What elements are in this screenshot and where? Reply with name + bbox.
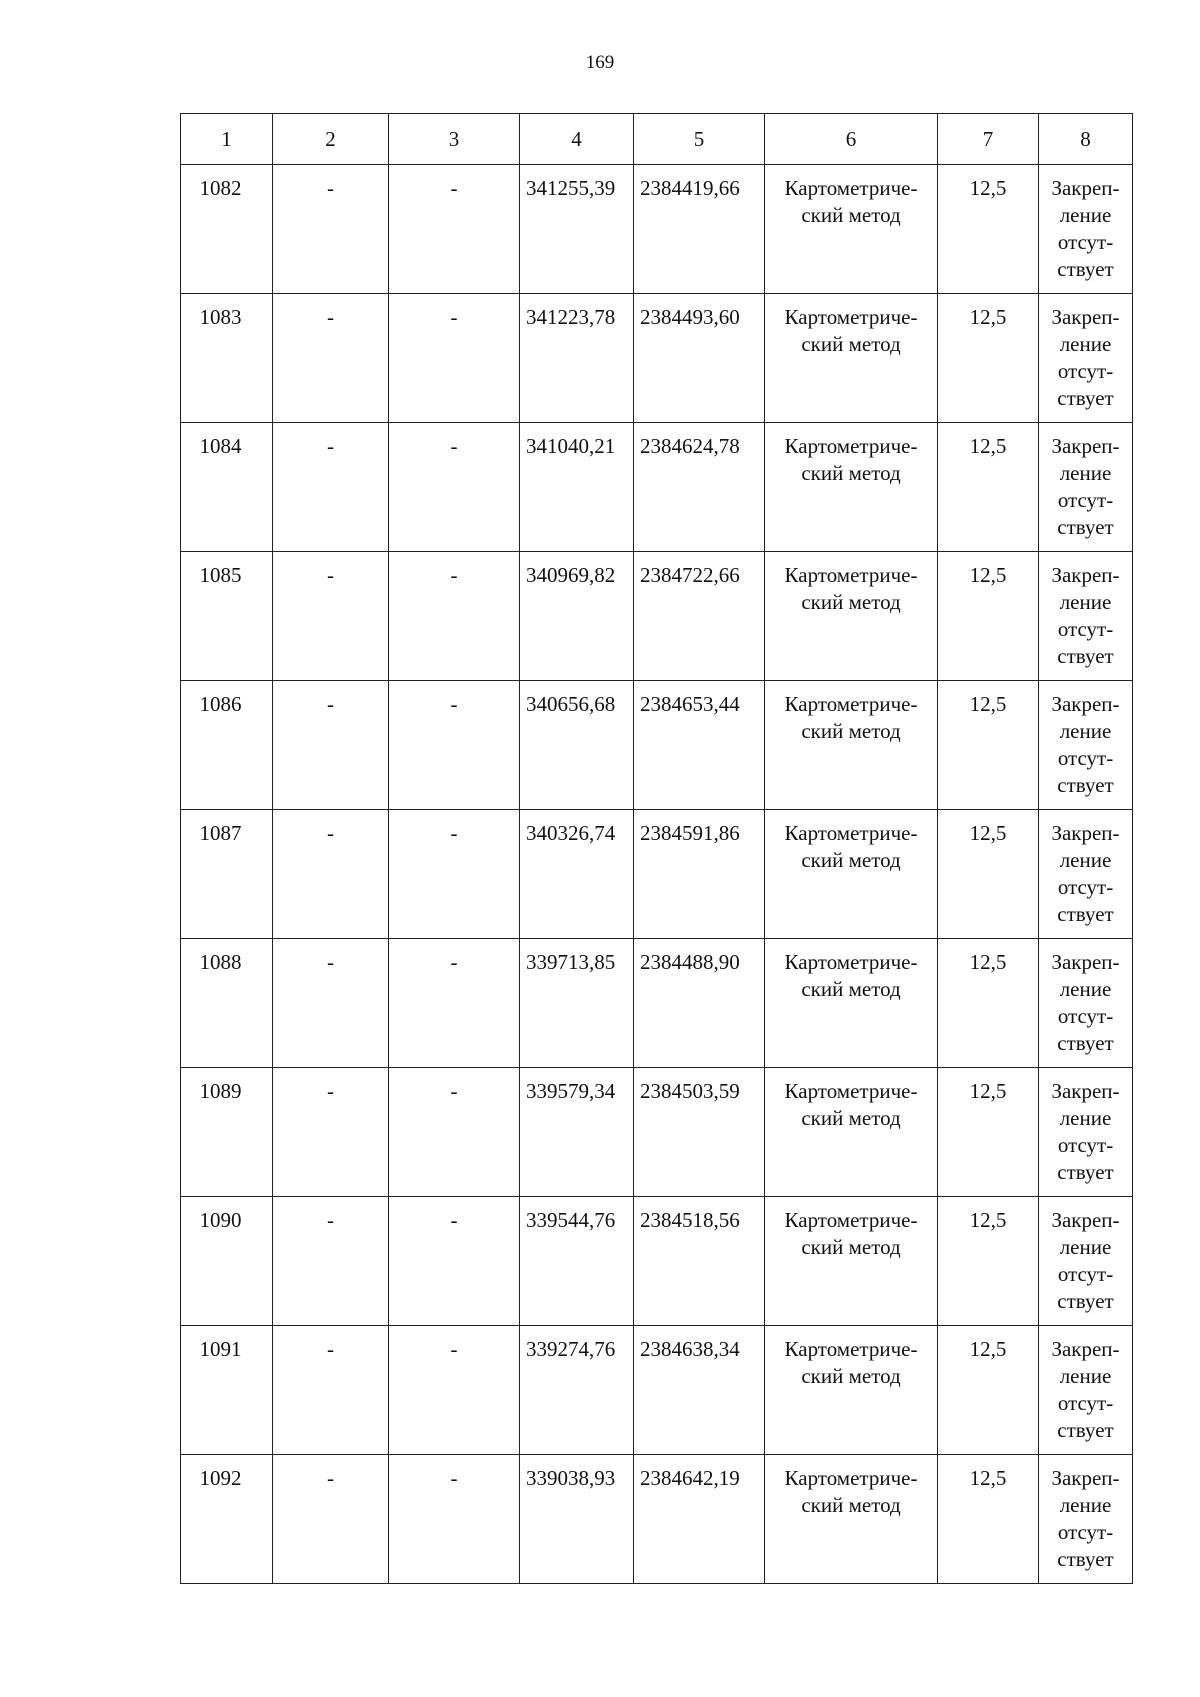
accuracy: 12,5 [938,423,1039,552]
coord-x: 341040,21 [520,423,634,552]
fixation-note: Закреп- ление отсут- ствует [1039,552,1133,681]
point-number: 1083 [181,294,273,423]
accuracy: 12,5 [938,165,1039,294]
coord-y: 2384642,19 [634,1455,765,1584]
table-row [181,681,1133,810]
accuracy: 12,5 [938,1455,1039,1584]
point-number: 1087 [181,810,273,939]
point-number: 1090 [181,1197,273,1326]
cell-col3: - [389,1197,520,1326]
header-cell: 1 [181,114,273,165]
point-number: 1085 [181,552,273,681]
method: Картометриче- ский метод [765,1197,938,1326]
coord-y: 2384493,60 [634,294,765,423]
fixation-note: Закреп- ление отсут- ствует [1039,1068,1133,1197]
point-number: 1091 [181,1326,273,1455]
cell-col3: - [389,1326,520,1455]
table-row [181,1455,1133,1584]
cell-col3: - [389,1455,520,1584]
boundary-points-table [180,113,1133,1584]
method: Картометриче- ский метод [765,939,938,1068]
cell-col2: - [273,810,389,939]
table-row [181,294,1133,423]
coord-x: 339038,93 [520,1455,634,1584]
fixation-note: Закреп- ление отсут- ствует [1039,1455,1133,1584]
coord-x: 339274,76 [520,1326,634,1455]
cell-col2: - [273,1197,389,1326]
table-row [181,165,1133,294]
point-number: 1092 [181,1455,273,1584]
cell-col2: - [273,294,389,423]
coord-y: 2384638,34 [634,1326,765,1455]
coord-y: 2384722,66 [634,552,765,681]
cell-col3: - [389,294,520,423]
cell-col2: - [273,1068,389,1197]
fixation-note: Закреп- ление отсут- ствует [1039,423,1133,552]
table-row [181,423,1133,552]
cell-col2: - [273,165,389,294]
coord-x: 339579,34 [520,1068,634,1197]
table-row [181,810,1133,939]
page-number: 169 [585,52,615,73]
coord-x: 340656,68 [520,681,634,810]
method: Картометриче- ский метод [765,294,938,423]
coord-x: 341255,39 [520,165,634,294]
table-row [181,552,1133,681]
point-number: 1089 [181,1068,273,1197]
header-cell: 4 [520,114,634,165]
coord-x: 339713,85 [520,939,634,1068]
accuracy: 12,5 [938,1326,1039,1455]
method: Картометриче- ский метод [765,423,938,552]
coord-x: 339544,76 [520,1197,634,1326]
method: Картометриче- ский метод [765,552,938,681]
header-cell: 8 [1039,114,1133,165]
point-number: 1082 [181,165,273,294]
header-cell: 6 [765,114,938,165]
cell-col2: - [273,681,389,810]
cell-col3: - [389,810,520,939]
table-header-row [181,114,1133,165]
cell-col2: - [273,1326,389,1455]
table-row [181,939,1133,1068]
method: Картометриче- ский метод [765,1068,938,1197]
cell-col3: - [389,552,520,681]
accuracy: 12,5 [938,681,1039,810]
point-number: 1084 [181,423,273,552]
accuracy: 12,5 [938,1197,1039,1326]
point-number: 1088 [181,939,273,1068]
accuracy: 12,5 [938,939,1039,1068]
table-row [181,1326,1133,1455]
accuracy: 12,5 [938,294,1039,423]
header-cell: 7 [938,114,1039,165]
cell-col3: - [389,423,520,552]
coord-x: 341223,78 [520,294,634,423]
coord-y: 2384653,44 [634,681,765,810]
coord-y: 2384624,78 [634,423,765,552]
fixation-note: Закреп- ление отсут- ствует [1039,165,1133,294]
accuracy: 12,5 [938,1068,1039,1197]
method: Картометриче- ский метод [765,681,938,810]
coord-y: 2384591,86 [634,810,765,939]
method: Картометриче- ский метод [765,1455,938,1584]
table-row [181,1068,1133,1197]
header-cell: 2 [273,114,389,165]
fixation-note: Закреп- ление отсут- ствует [1039,810,1133,939]
header-cell: 5 [634,114,765,165]
accuracy: 12,5 [938,810,1039,939]
accuracy: 12,5 [938,552,1039,681]
coord-y: 2384419,66 [634,165,765,294]
fixation-note: Закреп- ление отсут- ствует [1039,681,1133,810]
cell-col3: - [389,681,520,810]
method: Картометриче- ский метод [765,1326,938,1455]
table-row [181,1197,1133,1326]
cell-col2: - [273,552,389,681]
fixation-note: Закреп- ление отсут- ствует [1039,294,1133,423]
fixation-note: Закреп- ление отсут- ствует [1039,1326,1133,1455]
cell-col2: - [273,939,389,1068]
cell-col3: - [389,1068,520,1197]
cell-col2: - [273,1455,389,1584]
method: Картометриче- ский метод [765,810,938,939]
header-cell: 3 [389,114,520,165]
cell-col2: - [273,423,389,552]
fixation-note: Закреп- ление отсут- ствует [1039,939,1133,1068]
coord-y: 2384503,59 [634,1068,765,1197]
coord-y: 2384488,90 [634,939,765,1068]
point-number: 1086 [181,681,273,810]
coord-x: 340326,74 [520,810,634,939]
method: Картометриче- ский метод [765,165,938,294]
cell-col3: - [389,939,520,1068]
coord-y: 2384518,56 [634,1197,765,1326]
coord-x: 340969,82 [520,552,634,681]
cell-col3: - [389,165,520,294]
fixation-note: Закреп- ление отсут- ствует [1039,1197,1133,1326]
